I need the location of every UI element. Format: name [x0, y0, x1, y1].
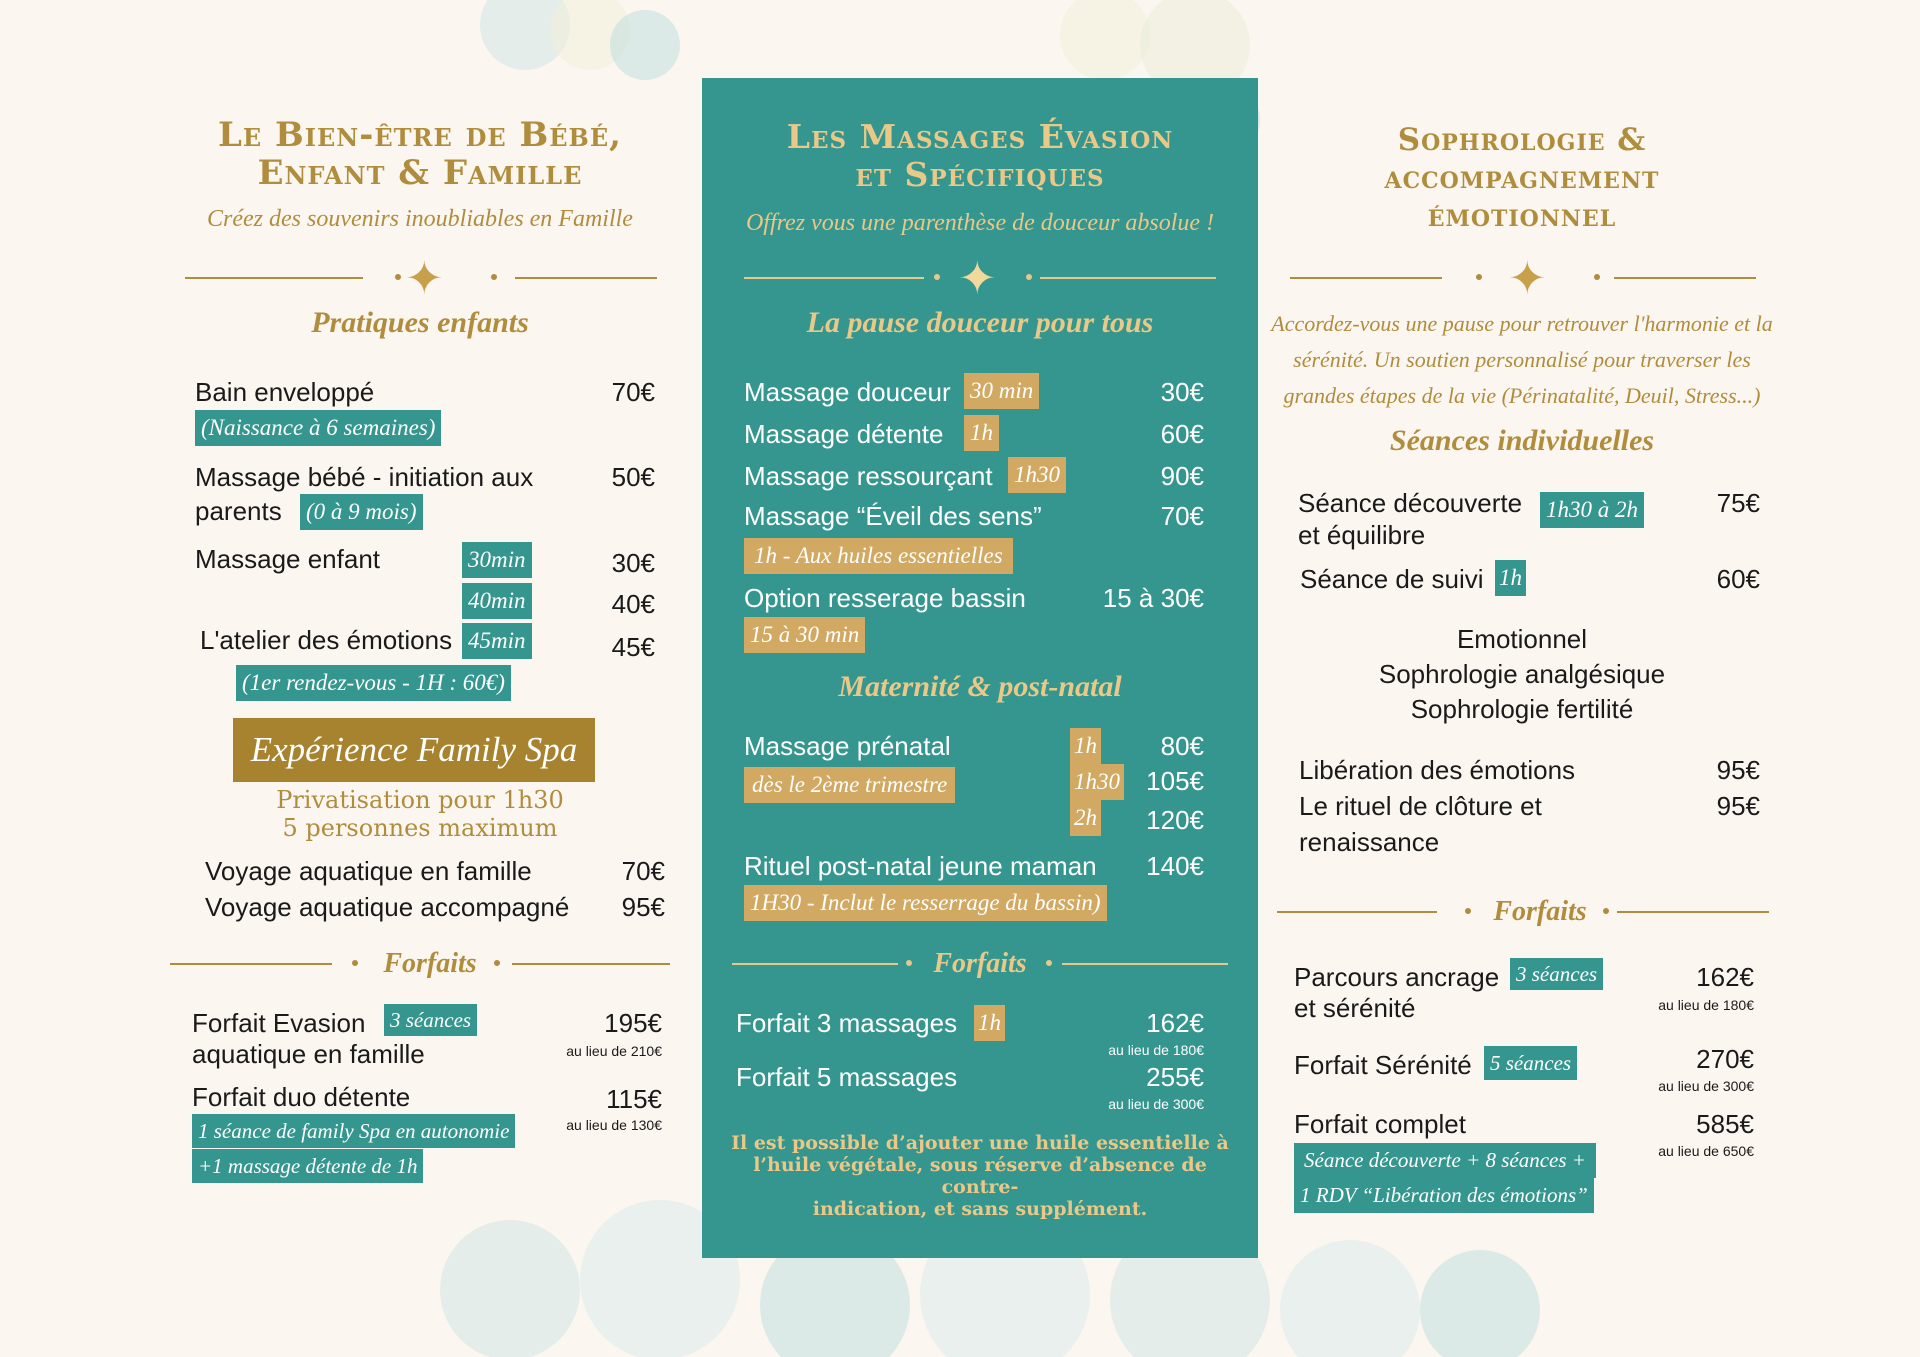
- section-maternite: Maternité & post-natal: [838, 670, 1122, 703]
- huile-note-line3: indication, et sans supplément.: [812, 1198, 1148, 1220]
- left-divider: [185, 252, 655, 304]
- price-forfait-complet: 585€: [1696, 1109, 1754, 1139]
- item-voyage-famille: Voyage aquatique en famille: [205, 856, 532, 886]
- item-forfait-complet: Forfait complet: [1294, 1109, 1466, 1139]
- tag-15-30-min: 15 à 30 min: [744, 617, 865, 653]
- price-atelier: 45€: [611, 632, 655, 662]
- price-forfait-3: 162€: [1146, 1008, 1204, 1038]
- section-pratiques-enfants: Pratiques enfants: [311, 306, 529, 339]
- type-fertilite: Sophrologie fertilité: [1410, 694, 1634, 724]
- tag-huiles-essentielles: 1h - Aux huiles essentielles: [744, 538, 1013, 574]
- price-prenatal-2h: 120€: [1146, 805, 1204, 835]
- tag-forfait-1h: 1h: [974, 1005, 1005, 1041]
- price-prenatal-1h: 80€: [1160, 731, 1204, 761]
- item-forfait-serenite: Forfait Sérénité: [1294, 1050, 1472, 1080]
- item-massage-douceur: Massage douceur: [744, 377, 951, 407]
- tag-0-9-mois: (0 à 9 mois): [300, 494, 423, 530]
- left-title-line1: Le Bien-être de Bébé,: [218, 115, 622, 155]
- section-seances-individuelles: Séances individuelles: [1389, 424, 1655, 457]
- tag-30-min: 30 min: [964, 373, 1039, 409]
- right-title-line2: accompagnement: [1384, 160, 1660, 196]
- item-bain-enveloppe: Bain enveloppé: [195, 377, 375, 407]
- right-intro: [1262, 306, 1782, 414]
- price-forfait-duo: 115€: [606, 1084, 662, 1114]
- column-sophrologie: [1262, 0, 1782, 1357]
- item-voyage-accompagne: Voyage aquatique accompagné: [205, 892, 570, 922]
- price-voyage-accompagne: 95€: [621, 892, 665, 922]
- tag-1h30: 1h30: [1008, 457, 1066, 493]
- tag-3-seances: 3 séances: [384, 1004, 477, 1036]
- price-prenatal-1h30: 105€: [1146, 766, 1204, 796]
- tag-resserrage-bassin: 1H30 - Inclut le resserrage du bassin): [744, 885, 1107, 921]
- price-parcours-ancrage: 162€: [1696, 962, 1754, 992]
- left-forfaits-divider: [170, 944, 670, 984]
- type-analgesique: Sophrologie analgésique: [1378, 659, 1666, 689]
- huile-note-line1: Il est possible d’ajouter une huile essentielle à: [731, 1132, 1229, 1154]
- tag-1h30-2h: 1h30 à 2h: [1540, 492, 1644, 528]
- mid-divider: [744, 252, 1216, 304]
- item-forfait-duo: Forfait duo détente: [192, 1082, 411, 1112]
- tag-2eme-trimestre: dès le 2ème trimestre: [744, 767, 955, 803]
- old-price-duo: au lieu de 130€: [566, 1117, 662, 1133]
- old-price-serenite: au lieu de 300€: [1658, 1078, 1754, 1094]
- right-intro-line3: grandes étapes de la vie (Périnatalité, Deuil, Stress...): [1283, 383, 1761, 408]
- right-intro-line1: Accordez-vous une pause pour retrouver l'harmonie et la: [1271, 311, 1773, 336]
- column-bebe-enfant-famille: [160, 0, 680, 1357]
- right-forfaits-title: Forfaits: [1493, 896, 1587, 927]
- mid-title-line2: et Spécifiques: [855, 155, 1105, 194]
- price-40min: 40€: [611, 589, 655, 619]
- price-forfait-evasion: 195€: [604, 1008, 662, 1038]
- item-forfait-evasion-line2: aquatique en famille: [192, 1039, 425, 1069]
- item-forfait-3-massages: Forfait 3 massages: [736, 1008, 958, 1038]
- sparkle-star-icon: ✦: [1508, 252, 1547, 304]
- old-price-evasion: au lieu de 210€: [566, 1043, 662, 1059]
- tag-serenite-5-seances: 5 séances: [1484, 1046, 1577, 1080]
- left-forfaits-title: Forfaits: [383, 948, 477, 979]
- tag-family-spa-autonomie: 1 séance de family Spa en autonomie: [192, 1114, 515, 1148]
- item-massage-bebe-line1: Massage bébé - initiation aux: [195, 462, 534, 492]
- tag-prenatal-1h30: 1h30: [1070, 764, 1124, 800]
- right-forfaits-divider: [1277, 892, 1769, 932]
- tag-30min: 30min: [462, 542, 532, 578]
- privatisation-text: Privatisation pour 1h30: [276, 786, 564, 814]
- price-massage-detente: 60€: [1160, 419, 1204, 449]
- item-massage-bebe: [195, 460, 533, 494]
- left-title: [160, 116, 680, 192]
- price-seance-suivi: 60€: [1716, 564, 1760, 594]
- price-massage-douceur: 30€: [1160, 377, 1204, 407]
- type-emotionnel: Emotionnel: [1456, 624, 1588, 654]
- item-seance-decouverte-line2: et équilibre: [1298, 520, 1426, 550]
- personnes-max-text: 5 personnes maximum: [282, 814, 558, 842]
- column-massages: [702, 78, 1258, 1258]
- family-spa-title: Expérience Family Spa: [250, 730, 578, 769]
- item-rituel-cloture: Le rituel de clôture et: [1299, 791, 1542, 821]
- mid-title: [702, 118, 1258, 194]
- price-bain: 70€: [611, 377, 655, 407]
- tag-40min: 40min: [462, 583, 532, 619]
- sparkle-star-icon: ✦: [958, 252, 997, 304]
- mid-forfaits-divider: [732, 944, 1228, 984]
- item-atelier-emotions: L'atelier des émotions: [200, 625, 453, 655]
- tag-naissance: (Naissance à 6 semaines): [195, 410, 441, 446]
- old-price-complet: au lieu de 650€: [1658, 1143, 1754, 1159]
- price-voyage-famille: 70€: [621, 856, 665, 886]
- left-subtitle: Créez des souvenirs inoubliables en Famille: [207, 206, 633, 232]
- old-price-forfait-5: au lieu de 300€: [1108, 1096, 1204, 1112]
- price-rituel-cloture: 95€: [1716, 791, 1760, 821]
- tag-decouverte-8-seances: Séance découverte + 8 séances +: [1294, 1143, 1596, 1178]
- tag-prenatal-2h: 2h: [1070, 800, 1101, 836]
- item-liberation-emotions: Libération des émotions: [1299, 755, 1576, 785]
- tag-1h: 1h: [964, 415, 999, 451]
- mid-subtitle: Offrez vous une parenthèse de douceur absolue !: [745, 210, 1215, 236]
- item-forfait-5-massages: Forfait 5 massages: [736, 1062, 958, 1092]
- price-liberation: 95€: [1716, 755, 1760, 785]
- huile-note-line2: l’huile végétale, sous réserve d’absence de contre-: [753, 1154, 1207, 1198]
- item-massage-prenatal: Massage prénatal: [744, 731, 951, 761]
- item-forfait-evasion: Forfait Evasion: [192, 1008, 366, 1038]
- price-30min: 30€: [611, 548, 655, 578]
- right-title: [1262, 121, 1782, 235]
- right-title-line1: Sophrologie &: [1397, 122, 1647, 158]
- section-pause-douceur: La pause douceur pour tous: [806, 306, 1154, 339]
- left-title-line2: Enfant & Famille: [257, 153, 583, 193]
- right-title-line3: émotionnel: [1427, 198, 1617, 234]
- tag-rdv-liberation: 1 RDV “Libération des émotions”: [1294, 1178, 1594, 1213]
- price-massage-eveil: 70€: [1160, 501, 1204, 531]
- family-spa-banner: [233, 718, 595, 782]
- tag-prenatal-1h: 1h: [1070, 728, 1101, 764]
- item-rituel-post-natal: Rituel post-natal jeune maman: [744, 851, 1097, 881]
- huile-note: [722, 1132, 1238, 1220]
- sophrologie-types: [1262, 622, 1782, 727]
- right-intro-line2: sérénité. Un soutien personnalisé pour traverser les: [1293, 347, 1751, 372]
- item-parcours-ancrage-line2: et sérénité: [1294, 993, 1416, 1023]
- item-seance-suivi: Séance de suivi: [1300, 564, 1484, 594]
- item-massage-detente: Massage détente: [744, 419, 944, 449]
- price-forfait-serenite: 270€: [1696, 1044, 1754, 1074]
- item-parcours-ancrage: Parcours ancrage: [1294, 962, 1500, 992]
- mid-title-line1: Les Massages Évasion: [786, 117, 1174, 156]
- price-forfait-5: 255€: [1146, 1062, 1204, 1092]
- mid-forfaits-title: Forfaits: [933, 948, 1027, 979]
- tag-massage-detente: +1 massage détente de 1h: [192, 1149, 423, 1183]
- item-massage-bebe-parents: parents: [195, 496, 282, 526]
- tag-suivi-1h: 1h: [1495, 560, 1526, 596]
- price-massage-ressourcant: 90€: [1160, 461, 1204, 491]
- tag-45min: 45min: [462, 623, 532, 659]
- old-price-forfait-3: au lieu de 180€: [1108, 1042, 1204, 1058]
- price-massage-bebe: 50€: [611, 462, 655, 492]
- item-massage-enfant: Massage enfant: [195, 544, 381, 574]
- old-price-parcours: au lieu de 180€: [1658, 997, 1754, 1013]
- tag-parcours-3-seances: 3 séances: [1510, 958, 1603, 990]
- price-seance-decouverte: 75€: [1716, 488, 1760, 518]
- sparkle-star-icon: ✦: [405, 252, 444, 304]
- item-seance-decouverte: Séance découverte: [1298, 488, 1523, 518]
- price-option-resserage: 15 à 30€: [1102, 583, 1204, 613]
- price-rituel-post-natal: 140€: [1146, 851, 1204, 881]
- right-divider: [1290, 252, 1756, 304]
- family-spa-details: [160, 786, 680, 842]
- item-massage-eveil: Massage “Éveil des sens”: [744, 501, 1042, 531]
- tag-1er-rendez-vous: (1er rendez-vous - 1H : 60€): [236, 665, 511, 701]
- item-option-resserage: Option resserage bassin: [744, 583, 1026, 613]
- item-massage-ressourcant: Massage ressourçant: [744, 461, 993, 491]
- item-rituel-cloture-line2: renaissance: [1299, 827, 1440, 857]
